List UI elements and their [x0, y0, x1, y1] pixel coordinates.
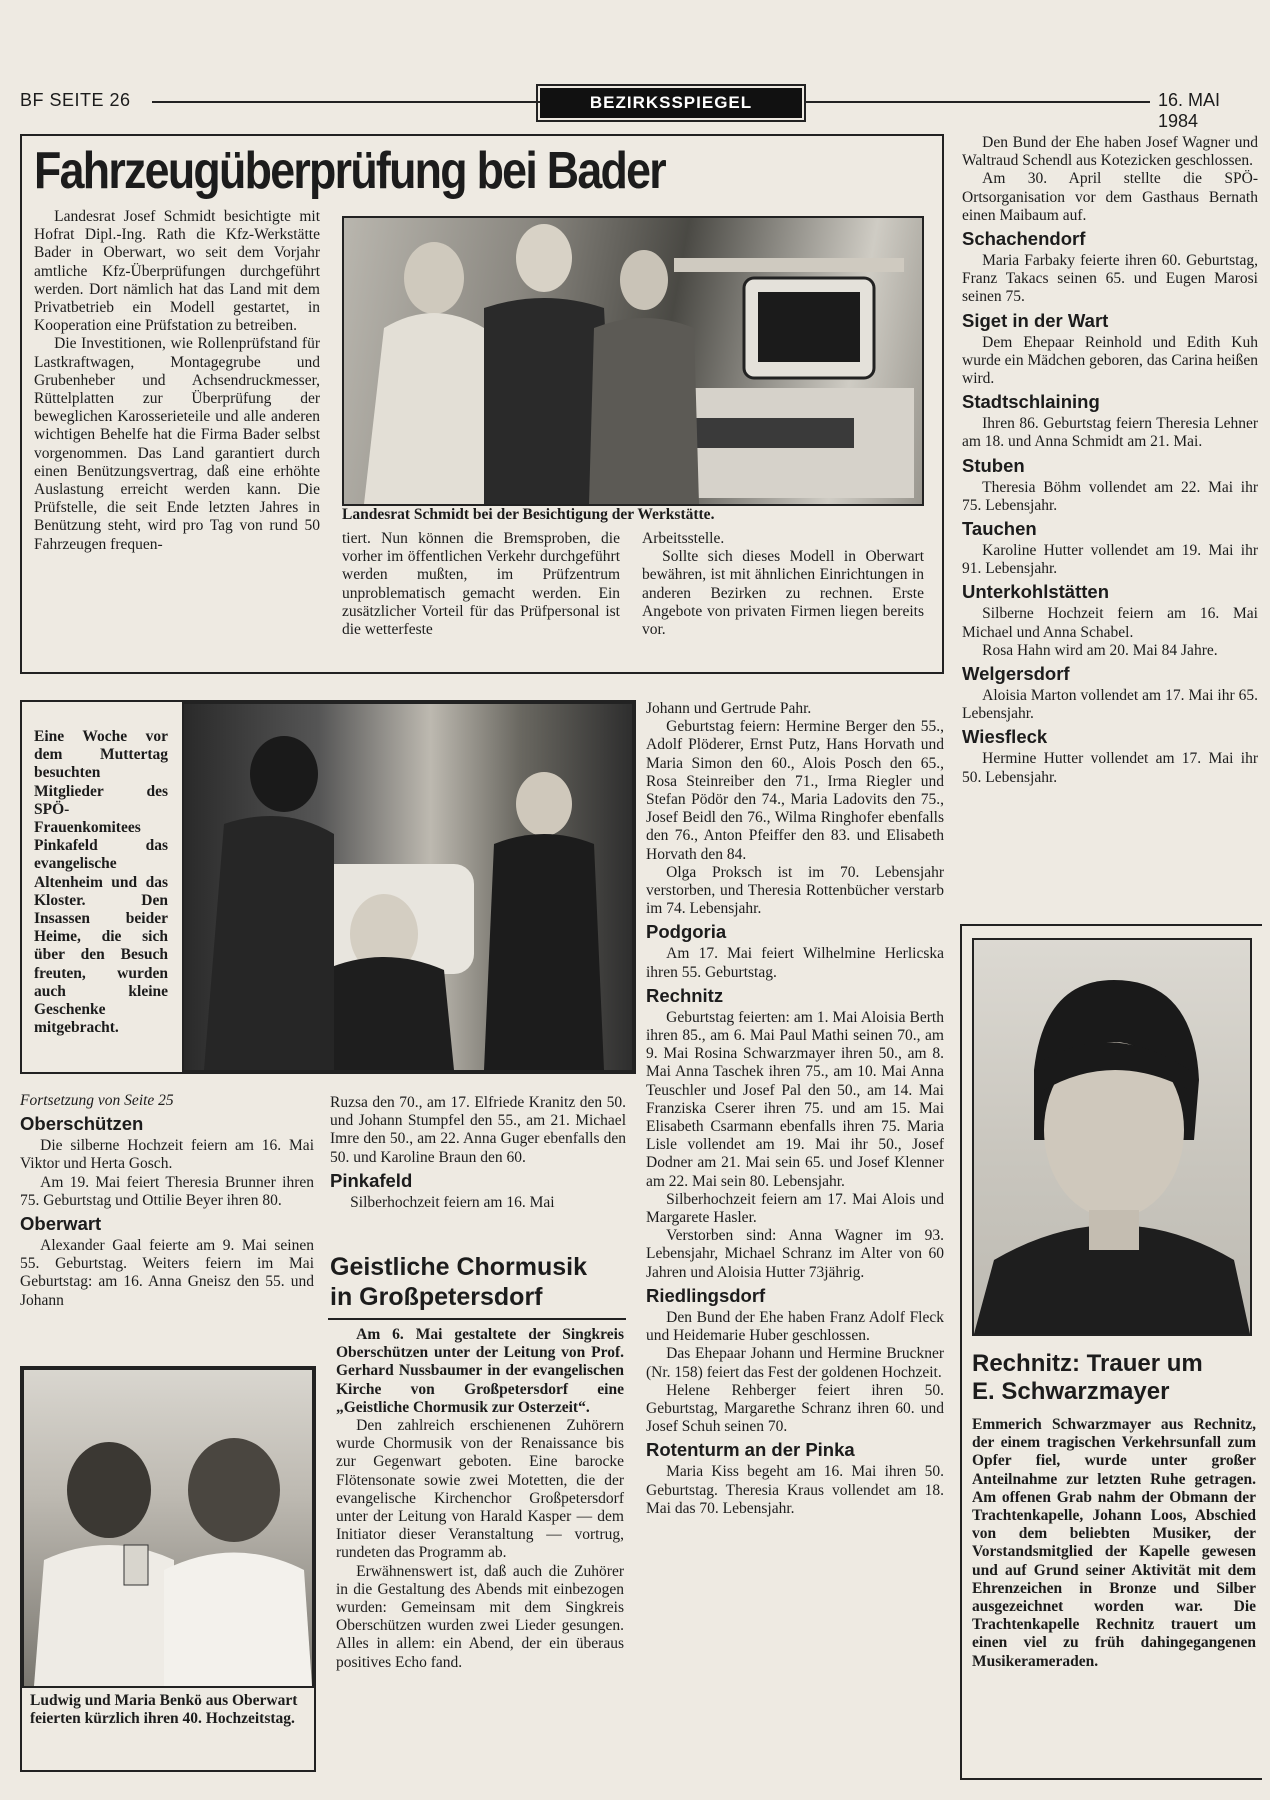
trauer-portrait-illustration [974, 940, 1250, 1334]
news-paragraph: Ruzsa den 70., am 17. Elfriede Kranitz den 50. und Johann Stumpfel den 55., am 21. Michael Imre den 50., am 22. Anna Guger ebenfalls den 50. und Karoline Braun den 60. [330, 1094, 626, 1166]
section-title-siget: Siget in der Wart [962, 309, 1109, 331]
news-paragraph: Hermine Hutter vollendet am 17. Mai ihr 50. Lebensjahr. [962, 750, 1258, 786]
chor-paragraph: Den zahlreich erschienenen Zuhörern wurde Chormusik von der Renaissance bis zur Gegenwart geboten. Eine barocke Flötensonate sowie zwei Motetten, die der evangelische Kirchenchor Großpetersdorf unter der Leitung von Harald Kasper — dem Initiator dieser Veranstaltung — vortrug, rundeten das Programm ab. [336, 1417, 624, 1562]
header-rule-left [152, 101, 540, 103]
lead-paragraph: Die Investitionen, wie Rollenprüfstand für Lastkraftwagen, Montagegrube und Grubenheber und Achsendruckmesser, Rüttelplatten zur Überprüfung der beweglichen Karosserieteile und alle anderen wichtigen Behelfe hat die Firma Bader selbst vorgenommen. Das Land garantiert durch einen Benützungsvertrag, daß eine erhöhte Auslastung erreicht werden kann. Die Prüfstelle, die seit Ende letzten Jahres in Benützung steht, wird pro Tag von rund 50 Fahrzeugen frequen- [34, 335, 320, 553]
news-paragraph: Den Bund der Ehe haben Josef Wagner und Waltraud Schendl aus Kotezicken geschlossen. [962, 134, 1258, 170]
news-paragraph: Maria Farbaky feierte ihren 60. Geburtstag, Franz Takacs seinen 65. und Eugen Marosi seinen 75. [962, 252, 1258, 306]
section-title-unterkohlstaetten: Unterkohlstätten [962, 581, 1109, 603]
news-paragraph: Johann und Gertrude Pahr. [646, 700, 812, 717]
news-paragraph: Rosa Hahn wird am 20. Mai 84 Jahre. [982, 641, 1218, 659]
news-paragraph: Dem Ehepaar Reinhold und Edith Kuh wurde ein Mädchen geboren, das Carina heißen wird. [962, 333, 1258, 388]
left-news-column [20, 1092, 314, 1310]
frauen-caption: Eine Woche vor dem Muttertag besuchten Mitglieder des SPÖ-Frauenkomitees Pinkafeld das evangelische Altenheim und das Kloster. Den Insassen beider Heime, die sich über den Besuch freuten, wurden auch kleine Geschenke mitgebracht. [34, 728, 168, 1037]
lead-paragraph: tiert. Nun können die Bremsproben, die vorher im öffentlichen Verkehr durchgeführt werden mußten, im Prüfzentrum unproblematisch gemacht werden. Ein zusätzlicher Vorteil für das Prüfpersonal ist die wetterfeste [342, 530, 620, 639]
right-middle-news-column [646, 700, 944, 1518]
benko-scene-illustration [24, 1370, 312, 1686]
benko-photo [22, 1368, 314, 1688]
trauer-headline-line-2: E. Schwarzmayer [972, 1378, 1170, 1405]
section-title-riedlingsdorf: Riedlingsdorf [646, 1284, 766, 1306]
header-rule-right [804, 101, 1150, 103]
header-date: 16. MAI 1984 [1158, 90, 1221, 131]
section-title-tauchen: Tauchen [962, 518, 1037, 540]
section-title-stuben: Stuben [962, 454, 1025, 476]
news-paragraph: Silberhochzeit feiern am 17. Mai Alois und Margarete Hasler. [646, 1190, 944, 1227]
news-paragraph: Den Bund der Ehe haben Franz Adolf Fleck und Heidemarie Huber geschlossen. [646, 1308, 944, 1345]
chor-headline-line-1: Geistliche Chormusik [330, 1253, 588, 1281]
header-banner [540, 88, 802, 118]
trauer-body [972, 1416, 1256, 1671]
news-paragraph: Am 17. Mai feiert Wilhelmine Herlicska ihren 55. Geburtstag. [646, 945, 944, 981]
news-paragraph: Olga Proksch ist im 70. Lebensjahr verstorben, und Theresia Rottenbücher verstarb im 74. Lebensjahr. [646, 863, 944, 918]
section-title-oberwart: Oberwart [20, 1213, 102, 1235]
frauen-photo [182, 702, 634, 1072]
section-title-wiesfleck: Wiesfleck [962, 726, 1048, 748]
section-title-schachendorf: Schachendorf [962, 228, 1086, 250]
news-paragraph: Theresia Böhm vollendet am 22. Mai ihr 75. Lebensjahr. [962, 478, 1258, 514]
trauer-portrait [972, 938, 1252, 1336]
lead-photo-caption: Landesrat Schmidt bei der Besichtigung der Werkstätte. [342, 506, 715, 523]
section-title-stadtschlaining: Stadtschlaining [962, 391, 1100, 413]
continuation-note: Fortsetzung von Seite 25 [20, 1092, 174, 1109]
news-paragraph: Die silberne Hochzeit feiern am 16. Mai Viktor und Herta Gosch. [20, 1137, 314, 1173]
lead-paragraph: Sollte sich dieses Modell in Oberwart bewähren, ist mit ähnlichen Einrichtungen in anderen Bezirken zu rechnen. Erste Angebote von privaten Firmen liegen bereits vor. [642, 548, 924, 639]
section-title-oberschuetzen: Oberschützen [20, 1113, 144, 1135]
chor-article-body [336, 1326, 624, 1672]
news-paragraph: Das Ehepaar Johann und Hermine Bruckner (Nr. 158) feiert das Fest der goldenen Hochzeit. [646, 1345, 944, 1381]
header-page-number: BF SEITE 26 [20, 90, 131, 110]
lead-column-3 [642, 530, 924, 639]
workshop-scene-illustration [344, 218, 922, 504]
trauer-paragraph: Emmerich Schwarzmayer aus Rechnitz, der einem tragischen Verkehrsunfall zum Opfer fiel, wurde unter großer Anteilnahme zur letzten Ruhe getragen. Am offenen Grab nahm der Obmann der Trachtenkapelle, Johann Loos, Abschied von dem beliebten Musiker, der Vorstandsmitglied der Kapelle gewesen und auf Grund seiner Aktivität mit dem Ehrenzeichen in Bronze und Silber ausgezeichnet worden war. Die Trachtenkapelle Rechnitz trauert um einen viel zu früh dahingegangenen Musikerameraden. [972, 1416, 1256, 1670]
section-title-rotenturm: Rotenturm an der Pinka [646, 1439, 855, 1461]
news-paragraph: Verstorben sind: Anna Wagner im 93. Lebensjahr, Michael Schranz im Alter von 60 Jahren und Aloisia Hutter 73jährig. [646, 1227, 944, 1281]
news-paragraph: Helene Rehberger feiert ihren 50. Geburtstag, Margarethe Schranz ihren 60. und Josef Schuh seinen 70. [646, 1381, 944, 1436]
news-paragraph: Alexander Gaal feierte am 9. Mai seinen 55. Geburtstag. Weiters feiern im Mai Geburtstag: am 16. Anna Gneisz den 55. und Johann [20, 1237, 314, 1309]
lead-photo-workshop [342, 216, 924, 506]
section-title-welgersdorf: Welgersdorf [962, 663, 1070, 685]
lead-paragraph: Landesrat Josef Schmidt besichtigte mit Hofrat Dipl.-Ing. Rath die Kfz-Werkstätte Bader in Oberwart, wo seit dem Vorjahr amtliche Kfz-Überprüfungen durchgeführt werden. Dort nämlich hat das Land mit dem Privatbetrieb ein Modell gestartet, in Kooperation eine Prüfstation zu betreiben. [34, 208, 320, 335]
far-right-news-column [962, 134, 1258, 787]
section-title-rechnitz: Rechnitz [646, 984, 724, 1006]
news-paragraph: Geburtstag feiern: Hermine Berger den 55., Adolf Plöderer, Ernst Putz, Hans Horvath und Maria Simon den 60., Alois Posch den 65., Rosa Steinreiber den 71., Irma Riegler und Stefan Pödör den 74., Maria Ladovits den 75., Josef Beidl den 76., Wilma Ringhofer ebenfalls den 76., Anton Pfeiffer den 83. und Elisabeth Horvath den 84. [646, 718, 944, 863]
header-section-title: BEZIRKSSPIEGEL [589, 93, 753, 112]
lead-headline: Fahrzeugüberprüfung bei Bader [34, 142, 665, 200]
news-paragraph: Silberne Hochzeit feiern am 16. Mai Michael und Anna Schabel. [962, 605, 1258, 641]
lead-paragraph: Arbeitsstelle. [642, 530, 725, 547]
section-title-pinkafeld: Pinkafeld [330, 1169, 413, 1191]
news-paragraph: Aloisia Marton vollendet am 17. Mai ihr 65. Lebensjahr. [962, 687, 1258, 723]
lead-column-2 [342, 530, 620, 639]
news-paragraph: Ihren 86. Geburtstag feiern Theresia Lehner am 18. und Anna Schmidt am 21. Mai. [962, 415, 1258, 451]
benko-caption: Ludwig und Maria Benkö aus Oberwart feierten kürzlich ihren 40. Hochzeitstag. [30, 1692, 298, 1728]
news-paragraph: Maria Kiss begeht am 16. Mai ihren 50. Geburtstag. Theresia Kraus vollendet am 18. Mai das 70. Lebensjahr. [646, 1463, 944, 1517]
news-paragraph: Am 30. April stellte die SPÖ-Ortsorganisation vor dem Gasthaus Bernath einen Maibaum auf. [962, 170, 1258, 224]
middle-news-column [330, 1094, 626, 1212]
chor-lead-paragraph: Am 6. Mai gestaltete der Singkreis Oberschützen unter der Leitung von Prof. Gerhard Nussbaumer in der evangelischen Kirche von Großpetersdorf eine „Geistliche Chormusik zur Osterzeit“. [336, 1326, 624, 1416]
news-paragraph: Am 19. Mai feiert Theresia Brunner ihren 75. Geburtstag und Ottilie Beyer ihren 80. [20, 1173, 314, 1209]
trauer-headline [972, 1350, 1258, 1406]
news-paragraph: Geburtstag feierten: am 1. Mai Aloisia Berth ihren 85., am 6. Mai Paul Mathi seinen 70., am 9. Mai Rosina Schwarzmayer ihren 50., am 8. Mai Anna Taschek ihren 75., am 10. Mai Anna Teuschler und Josef Pal den 50., am 14. Mai Franziska Cserer ihren 75. und am 15. Mai Elisabeth Csarmann ebenfalls ihren 75. Maria Lisle vollendet am 19. Mai ihr 50., Josef Dodner am 21. Mai sein 65. und Josef Klenner am 22. Mai sein 80. Lebensjahr. [646, 1008, 944, 1190]
frauen-scene-illustration [184, 704, 632, 1070]
trauer-headline-line-1: Rechnitz: Trauer um [972, 1350, 1203, 1377]
lead-column-1 [34, 208, 320, 554]
chor-headline [330, 1252, 630, 1312]
page-header [20, 88, 1260, 131]
chor-paragraph: Erwähnenswert ist, daß auch die Zuhörer in die Gestaltung des Abends mit einbezogen wurden: Gemeinsam mit dem Singkreis Oberschützen wurden zwei Lieder gesungen. Alles in allem: ein Abend, der ein überaus positives Echo fand. [336, 1562, 624, 1671]
section-title-podgoria: Podgoria [646, 921, 727, 943]
chor-headline-line-2: in Großpetersdorf [330, 1283, 543, 1311]
news-paragraph: Karoline Hutter vollendet am 19. Mai ihr 91. Lebensjahr. [962, 542, 1258, 578]
news-paragraph: Silberhochzeit feiern am 16. Mai [350, 1193, 555, 1211]
